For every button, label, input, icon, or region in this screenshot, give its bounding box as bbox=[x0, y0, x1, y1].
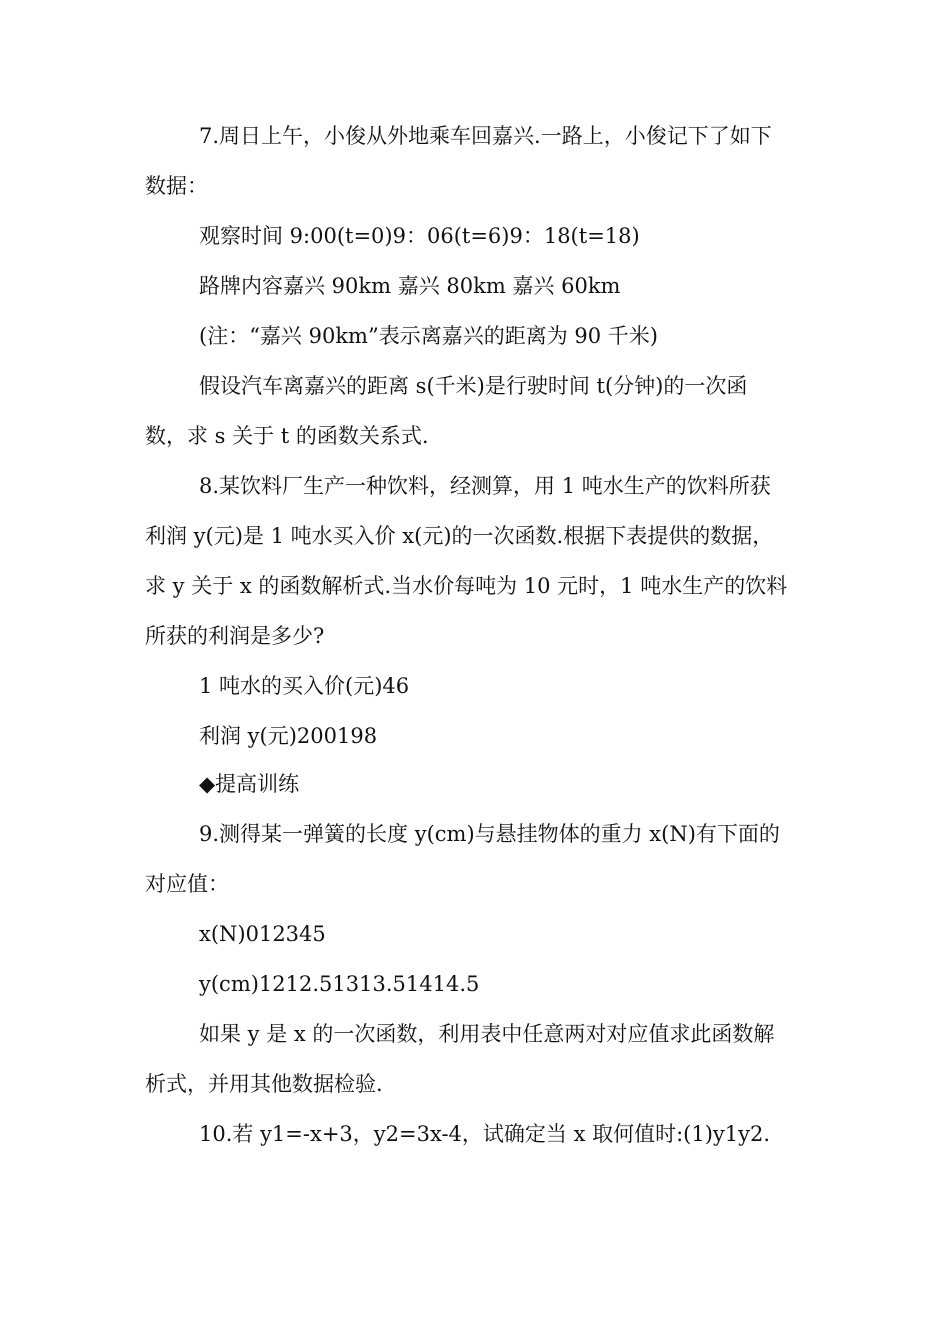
road-sign-row: 路牌内容嘉兴 90km 嘉兴 80km 嘉兴 60km bbox=[199, 274, 621, 298]
problem-7-question-line-1: 假设汽车离嘉兴的距离 s(千米)是行驶时间 t(分钟)的一次函 bbox=[199, 374, 748, 398]
problem-7-line-1: 7.周日上午，小俊从外地乘车回嘉兴.一路上，小俊记下了如下 bbox=[199, 124, 772, 148]
problem-8-line-3: 求 y 关于 x 的函数解析式.当水价每吨为 10 元时，1 吨水生产的饮料 bbox=[145, 574, 788, 598]
weight-row: x(N)012345 bbox=[199, 922, 326, 946]
length-row: y(cm)1212.51313.51414.5 bbox=[199, 972, 480, 996]
problem-8-line-4: 所获的利润是多少? bbox=[145, 624, 325, 648]
problem-7-note: (注：“嘉兴 90km”表示离嘉兴的距离为 90 千米) bbox=[199, 324, 658, 348]
observation-time-row: 观察时间 9:00(t=0)9：06(t=6)9：18(t=18) bbox=[199, 224, 640, 248]
problem-9-line-2: 对应值： bbox=[145, 872, 229, 896]
problem-8-line-2: 利润 y(元)是 1 吨水买入价 x(元)的一次函数.根据下表提供的数据， bbox=[145, 524, 774, 548]
problem-10-line-1: 10.若 y1=-x+3，y2=3x-4，试确定当 x 取何值时:(1)y1y2. bbox=[199, 1122, 771, 1146]
problem-9-question-line-1: 如果 y 是 x 的一次函数，利用表中任意两对对应值求此函数解 bbox=[199, 1022, 775, 1046]
problem-9-question-line-2: 析式，并用其他数据检验. bbox=[145, 1072, 383, 1096]
section-heading: ◆提高训练 bbox=[199, 772, 300, 796]
problem-7-question-line-2: 数，求 s 关于 t 的函数关系式. bbox=[145, 424, 429, 448]
profit-row: 利润 y(元)200198 bbox=[199, 724, 378, 748]
problem-8-line-1: 8.某饮料厂生产一种饮料，经测算，用 1 吨水生产的饮料所获 bbox=[199, 474, 771, 498]
water-price-row: 1 吨水的买入价(元)46 bbox=[199, 674, 410, 698]
problem-7-line-2: 数据： bbox=[145, 174, 208, 198]
problem-9-line-1: 9.测得某一弹簧的长度 y(cm)与悬挂物体的重力 x(N)有下面的 bbox=[199, 822, 780, 846]
